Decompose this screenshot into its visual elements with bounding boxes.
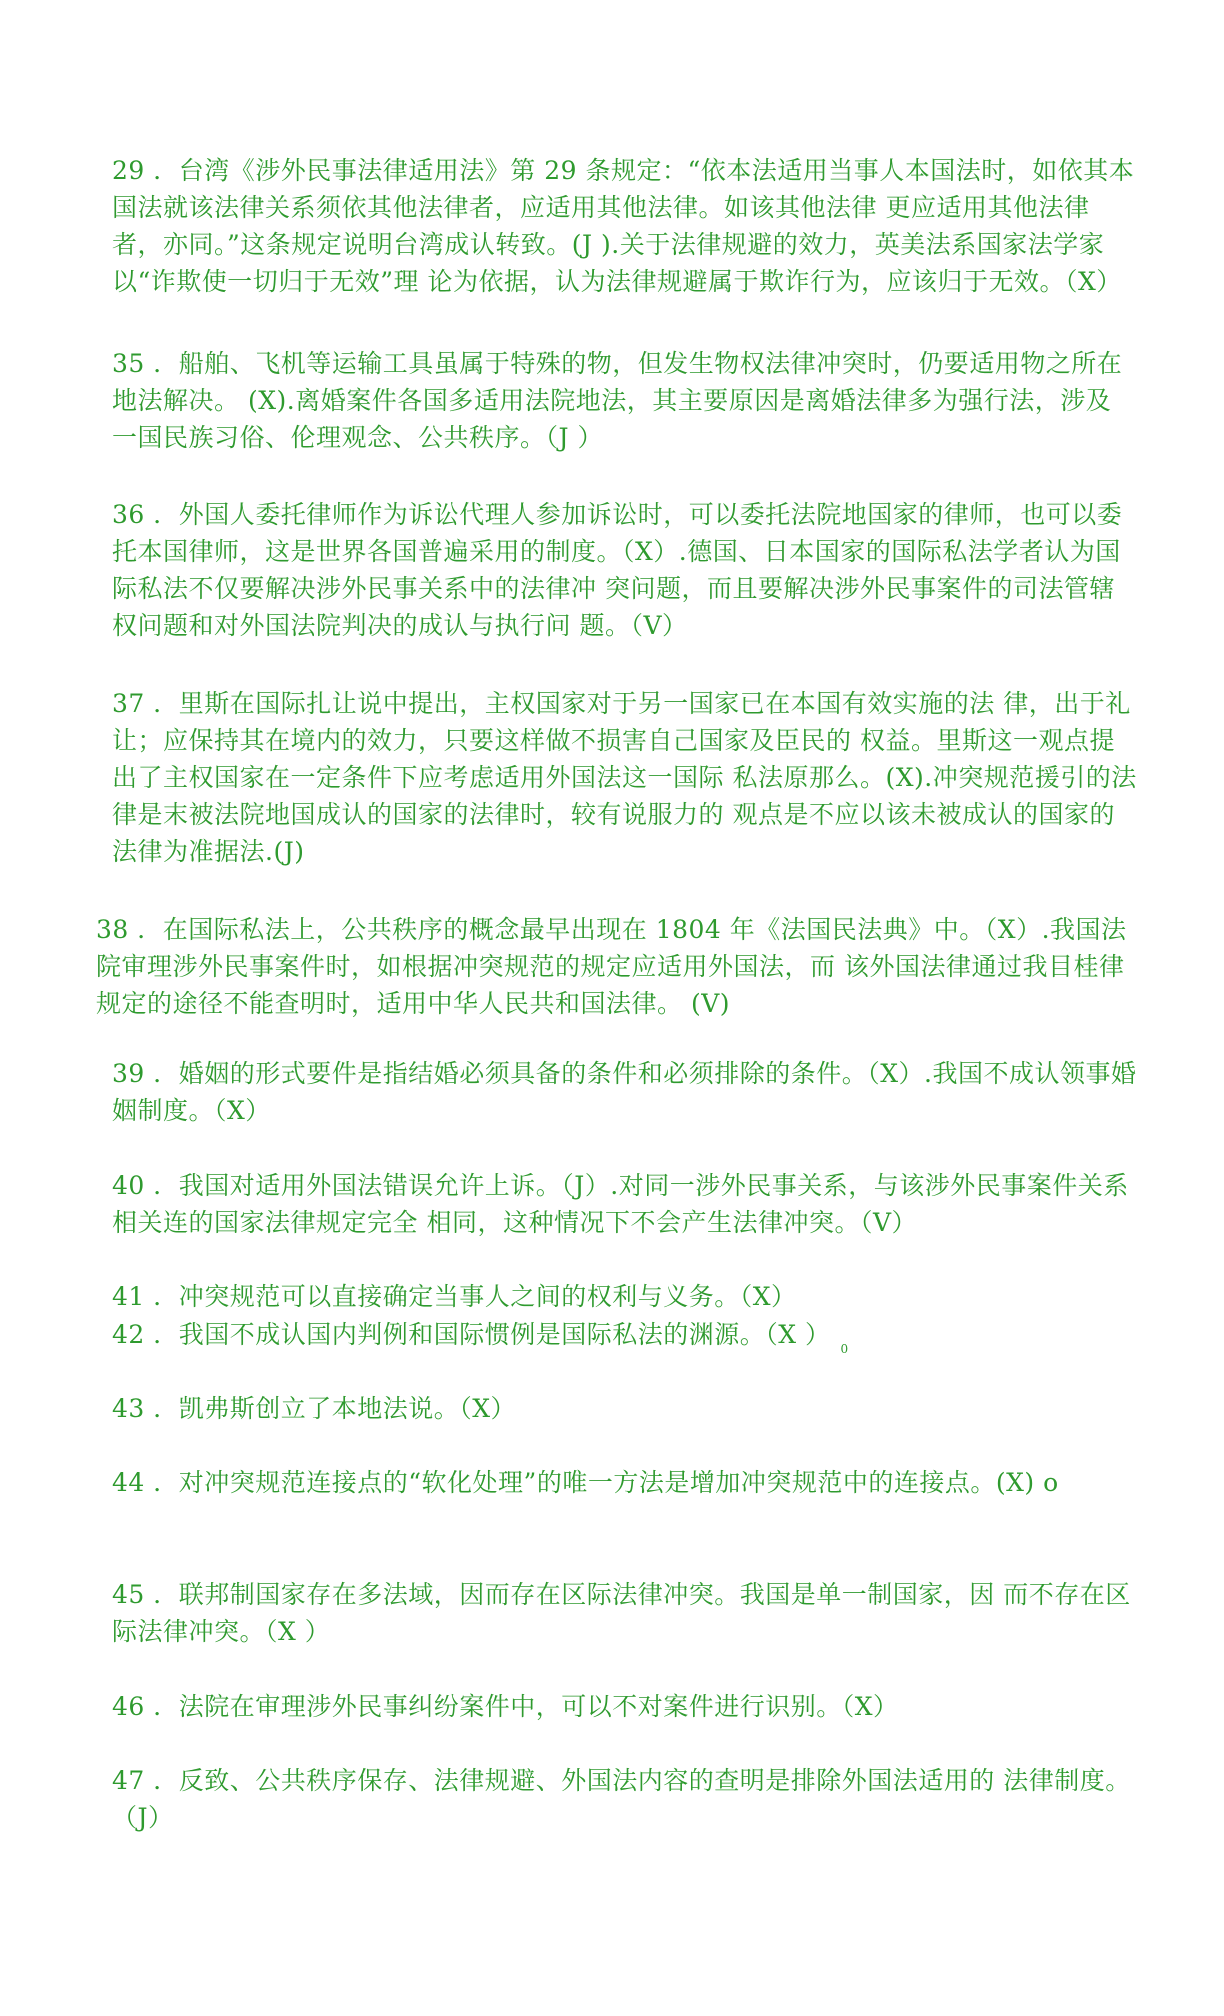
item-44: 44 ．对冲突规范连接点的“软化处理”的唯一方法是增加冲突规范中的连接点。(X) o <box>112 1468 1059 1497</box>
item-42: 42 ．我国不成认国内判例和国际惯例是国际私法的渊源。（X ） $_0$ <box>112 1320 849 1356</box>
item-29: 29 ．台湾《涉外民事法律适用法》第 29 条规定：“依本法适用当事人本国法时，如依其本国法就该法律关系须依其他法律者，应适用其他法律。如该其他法律 更应适用其他法律者，亦同。”这条规定说明台湾成认转致。(J ).关于法律规避的效力，英美法系国家法学家以“诈欺使一切归于无效”理 论为依据，认为法律规避属于欺诈行为，应该归于无效。（X） <box>112 156 1135 296</box>
item-35: 35 ．船舶、飞机等运输工具虽属于特殊的物，但发生物权法律冲突时，仍要适用物之所在地法解决。 (X).离婚案件各国多适用法院地法，其主要原因是离婚法律多为强行法，涉及 一国民族习俗、伦理观念、公共秩序。（J ） <box>112 349 1123 452</box>
item-41: 41 ．冲突规范可以直接确定当事人之间的权利与义务。（X） <box>112 1282 797 1311</box>
item-38: 38 ．在国际私法上，公共秩序的概念最早出现在 1804 年《法国民法典》中。（X）.我国法院审理涉外民事案件时，如根据冲突规范的规定应适用外国法，而 该外国法律通过我目桂律规定的途径不能查明时，适用中华人民共和国法律。 (V) <box>96 915 1127 1018</box>
item-37: 37 ．里斯在国际扎让说中提出，主权国家对于另一国家已在本国有效实施的法 律，出于礼让；应保持其在境内的效力，只要这样做不损害自己国家及臣民的 权益。里斯这一观点提出了主权国家在一定条件下应考虑适用外国法这一国际 私法原那么。(X).冲突规范援引的法律是末被法院地国成认的国家的法律时，较有说服力的 观点是不应以该未被成认的国家的法律为准据法.(J) <box>112 689 1137 866</box>
item-47: 47 ．反致、公共秩序保存、法律规避、外国法内容的查明是排除外国法适用的 法律制度。（J） <box>112 1766 1131 1832</box>
item-46: 46 ．法院在审理涉外民事纠纷案件中，可以不对案件进行识别。（X） <box>112 1692 899 1721</box>
item-40: 40 ．我国对适用外国法错误允许上诉。（J）.对同一涉外民事关系，与该涉外民事案件关系相关连的国家法律规定完全 相同，这种情况下不会产生法律冲突。（V） <box>112 1171 1129 1237</box>
item-45: 45 ．联邦制国家存在多法域，因而存在区际法律冲突。我国是单一制国家，因 而不存在区际法律冲突。（X ） <box>112 1580 1131 1646</box>
item-39: 39 ．婚姻的形式要件是指结婚必须具备的条件和必须排除的条件。（X）.我国不成认领事婚姻制度。（X） <box>112 1059 1137 1125</box>
item-43: 43 ．凯弗斯创立了本地法说。（X） <box>112 1394 517 1423</box>
item-36: 36 ．外国人委托律师作为诉讼代理人参加诉讼时，可以委托法院地国家的律师，也可以委托本国律师，这是世界各国普遍采用的制度。（X）.德国、日本国家的国际私法学者认为国际私法不仅要解决涉外民事关系中的法律冲 突问题，而且要解决涉外民事案件的司法管辖权问题和对外国法院判决的成认与执行问 题。（V） <box>112 500 1123 640</box>
stray-mark: 0 <box>840 1342 849 1356</box>
